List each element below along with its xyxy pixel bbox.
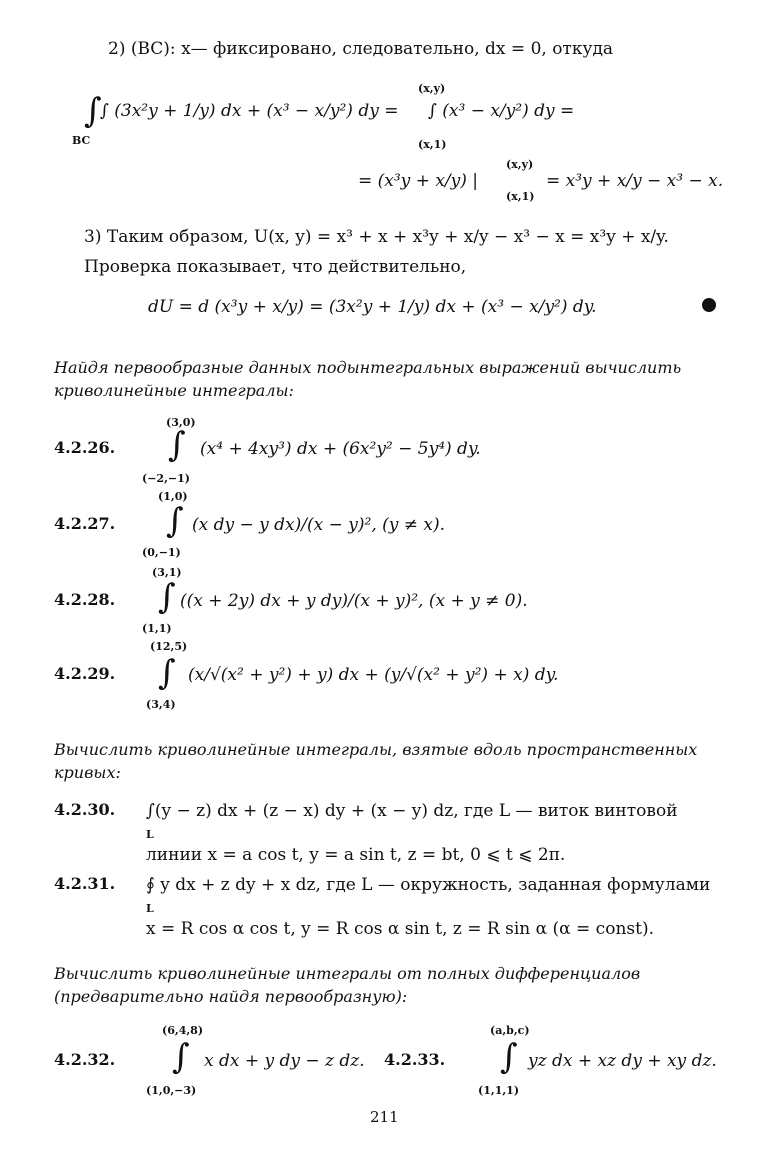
integrand: (x dy − y dx)/(x − y)², (y ≠ x).	[192, 515, 446, 535]
integral-sign: ∫	[168, 425, 186, 465]
upper-limit: (6,4,8)	[162, 1024, 204, 1037]
lower-limit: (1,1)	[142, 622, 172, 635]
integral-sign: ∫	[158, 577, 176, 617]
integrand: x dx + y dy − z dz.	[204, 1051, 365, 1071]
upper-limit: (3,0)	[166, 416, 196, 429]
upper-limit: (3,1)	[152, 566, 182, 579]
problem-line2: линии x = a cos t, y = a sin t, z = bt, 0 ⩽ t ⩽ 2π.	[146, 845, 566, 865]
problem-number: 4.2.31.	[54, 874, 116, 893]
eval-lower-limit: (x,1)	[506, 190, 535, 203]
item2-line2: = (x³y + x/y) |	[358, 171, 479, 191]
integral-subscript: L	[146, 902, 154, 915]
item3-line2: Проверка показывает, что действительно,	[84, 257, 467, 277]
problem-number: 4.2.33.	[384, 1050, 446, 1069]
integrand: yz dx + xz dy + xy dz.	[528, 1051, 717, 1071]
item3-line1: 3) Таким образом, U(x, y) = x³ + x + x³y + x/y − x³ − x = x³y + x/y.	[84, 227, 669, 247]
item2-line1-left: ∫ (3x²y + 1/y) dx + (x³ − x/y²) dy =	[100, 101, 399, 121]
lower-limit: (−2,−1)	[142, 472, 190, 485]
integral-sign: ∫	[158, 653, 176, 693]
integrand: (x/√(x² + y²) + y) dx + (y/√(x² + y²) + x) dy.	[188, 665, 559, 685]
integral-sign: ∫	[500, 1037, 518, 1077]
section3-heading: Вычислить криволинейные интегралы от полных дифференциалов (предварительно найдя первообразную):	[54, 964, 641, 1006]
integrand: ((x + 2y) dx + y dy)/(x + y)², (x + y ≠ 0).	[180, 591, 528, 611]
problem-line1: ∮ y dx + z dy + x dz, где L — окружность, заданная формулами	[146, 875, 711, 895]
eval-upper-limit: (x,y)	[506, 158, 534, 171]
upper-limit: (a,b,c)	[490, 1024, 530, 1037]
problem-number: 4.2.30.	[54, 800, 116, 819]
integral-subscript: L	[146, 828, 154, 841]
integral-sign: ∫	[172, 1037, 190, 1077]
problem-number: 4.2.27.	[54, 514, 116, 533]
integral-subscript: BC	[72, 134, 91, 147]
integral-sign: ∫	[166, 501, 184, 541]
integral-sign: ∫	[84, 91, 102, 131]
problem-number: 4.2.28.	[54, 590, 116, 609]
lower-limit: (3,4)	[146, 698, 176, 711]
item2-line2-result: = x³y + x/y − x³ − x.	[546, 171, 724, 191]
section2-heading: Вычислить криволинейные интегралы, взятые вдоль пространственных кривых:	[54, 740, 698, 782]
page-number: 211	[370, 1108, 399, 1126]
integral-upper-limit: (x,y)	[418, 82, 446, 95]
problem-number: 4.2.32.	[54, 1050, 116, 1069]
integral-lower-limit: (x,1)	[418, 138, 447, 151]
problem-line1: ∫(y − z) dx + (z − x) dy + (x − y) dz, где L — виток винтовой	[146, 801, 678, 821]
item2-header: 2) (BC): x— фиксировано, следовательно, dx = 0, откуда	[108, 39, 614, 59]
lower-limit: (1,1,1)	[478, 1084, 520, 1097]
item2-line1-right: ∫ (x³ − x/y²) dy =	[428, 101, 575, 121]
end-of-proof-dot	[702, 298, 716, 312]
problem-number: 4.2.29.	[54, 664, 116, 683]
upper-limit: (1,0)	[158, 490, 188, 503]
upper-limit: (12,5)	[150, 640, 188, 653]
section1-heading: Найдя первообразные данных подынтегральных выражений вычислить криволинейные интегралы:	[54, 358, 682, 400]
integrand: (x⁴ + 4xy³) dx + (6x²y² − 5y⁴) dy.	[200, 439, 481, 459]
problem-number: 4.2.26.	[54, 438, 116, 457]
lower-limit: (1,0,−3)	[146, 1084, 197, 1097]
problem-line2: x = R cos α cos t, y = R cos α sin t, z = R sin α (α = const).	[146, 919, 654, 939]
lower-limit: (0,−1)	[142, 546, 181, 559]
item3-line3: dU = d (x³y + x/y) = (3x²y + 1/y) dx + (x³ − x/y²) dy.	[148, 297, 597, 317]
